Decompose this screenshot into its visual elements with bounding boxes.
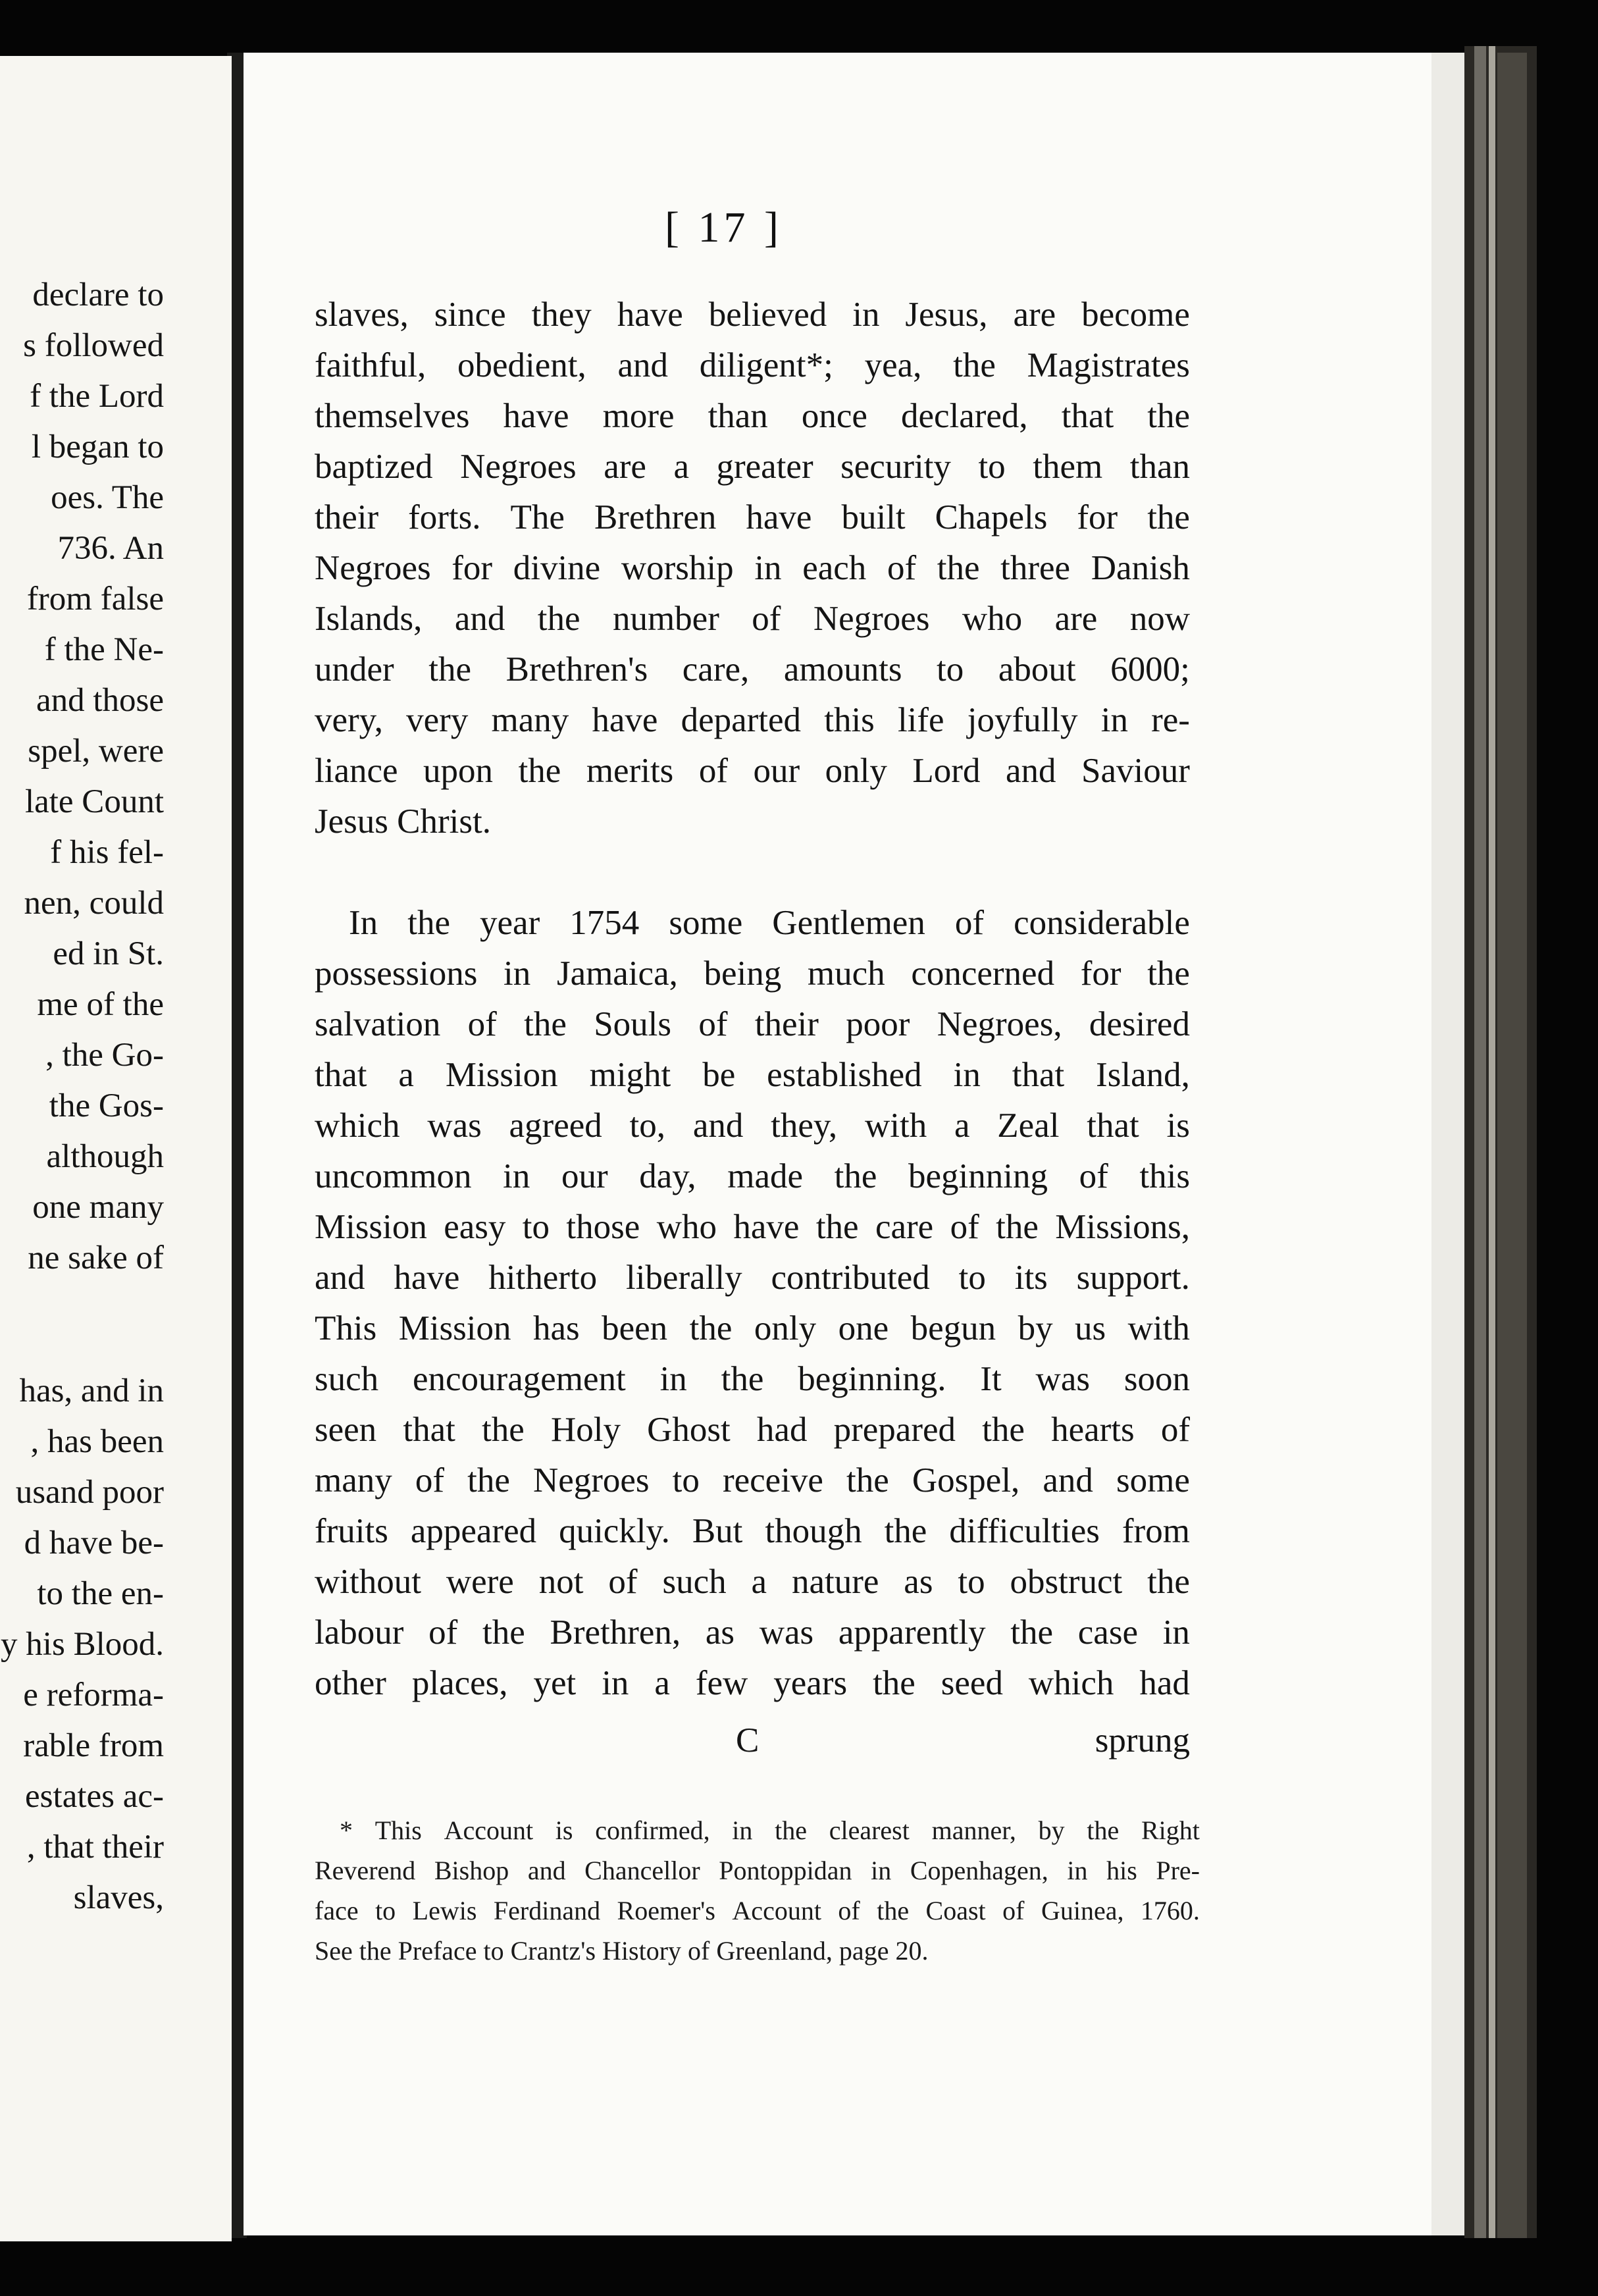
left-page-line: s followed — [23, 327, 164, 364]
body-text — [315, 290, 1190, 1709]
body-line: without were not of such a nature as to obstruct the — [315, 1563, 1190, 1601]
body-line: This Mission has been the only one begun by us with — [315, 1309, 1190, 1347]
left-page-line: , has been — [30, 1423, 164, 1460]
body-line: seen that the Holy Ghost had prepared the hearts of — [315, 1411, 1190, 1449]
left-page-line: 736. An — [57, 530, 164, 567]
left-page-line: y his Blood. — [1, 1626, 164, 1663]
left-page-line: to the en- — [37, 1575, 164, 1612]
left-page-line: declare to — [32, 276, 164, 313]
left-page-line: slaves, — [73, 1879, 164, 1916]
left-page-line: , the Go- — [45, 1037, 164, 1074]
body-line: labour of the Brethren, as was apparently the case in — [315, 1613, 1190, 1652]
left-page-line: e reforma- — [23, 1677, 164, 1713]
left-page-line: d have be- — [24, 1525, 164, 1561]
left-page-line: oes. The — [51, 479, 164, 516]
body-line: slaves, since they have believed in Jesus, are become — [315, 296, 1190, 334]
left-page-text-lower — [1, 1366, 164, 1923]
footnote-line: face to Lewis Ferdinand Roemer's Account of the Coast of Guinea, 1760. — [315, 1896, 1200, 1925]
left-page-line: f the Ne- — [44, 631, 164, 668]
footnote — [315, 1810, 1200, 1971]
footnote-line: See the Preface to Crantz's History of Greenland, page 20. — [315, 1936, 929, 1966]
left-page-text-upper — [23, 270, 164, 1284]
left-page-line: and those — [36, 682, 164, 719]
body-line: possessions in Jamaica, being much concerned for the — [315, 954, 1190, 993]
left-page-line: me of the — [37, 986, 164, 1023]
left-page-line: rable from — [23, 1727, 164, 1764]
left-page-line: the Gos- — [49, 1087, 164, 1124]
body-line: themselves have more than once declared, that the — [315, 397, 1190, 435]
body-line: Jesus Christ. — [315, 802, 491, 841]
left-page-line: has, and in — [19, 1372, 164, 1409]
page-edge-shadow — [1431, 53, 1464, 2235]
body-line: faithful, obedient, and diligent*; yea, the Magistrates — [315, 346, 1190, 384]
body-line: many of the Negroes to receive the Gospel, and some — [315, 1461, 1190, 1500]
left-page-line: spel, were — [28, 733, 164, 770]
catchword: sprung — [1095, 1721, 1190, 1760]
left-page-line: usand poor — [15, 1474, 164, 1511]
left-page-line: although — [46, 1138, 164, 1175]
body-line: and have hitherto liberally contributed to its support. — [315, 1259, 1190, 1297]
body-line: liance upon the merits of our only Lord and Saviour — [315, 752, 1190, 790]
body-line: very, very many have departed this life joyfully in re- — [315, 701, 1190, 739]
left-page-line: from false — [26, 581, 164, 617]
left-page-line: late Count — [24, 783, 164, 820]
left-page-line: l began to — [31, 429, 164, 465]
left-page-line: estates ac- — [25, 1778, 164, 1815]
signature-row — [315, 1715, 1190, 1766]
body-line: In the year 1754 some Gentlemen of considerable — [349, 904, 1190, 942]
signature-mark: C — [736, 1721, 760, 1760]
left-page-line: one many — [32, 1189, 164, 1226]
left-page-line: f his fel- — [50, 834, 164, 871]
body-line: fruits appeared quickly. But though the difficulties from — [315, 1512, 1190, 1550]
body-line: under the Brethren's care, amounts to about 6000; — [315, 650, 1190, 689]
page-number-header: [ 17 ] — [665, 203, 783, 251]
body-line: salvation of the Souls of their poor Negroes, desired — [315, 1005, 1190, 1043]
left-page-line: ed in St. — [53, 935, 164, 972]
left-page-line: nen, could — [24, 885, 164, 922]
footnote-line: Reverend Bishop and Chancellor Pontoppidan in Copenhagen, in his Pre- — [315, 1856, 1200, 1885]
left-page-line: f the Lord — [30, 378, 164, 415]
body-line: their forts. The Brethren have built Chapels for the — [315, 498, 1190, 536]
body-line: Mission easy to those who have the care of the Missions, — [315, 1208, 1190, 1246]
body-line: other places, yet in a few years the seed which had — [315, 1664, 1190, 1702]
body-line: Negroes for divine worship in each of the three Danish — [315, 549, 1190, 587]
paragraph-gap — [315, 847, 1190, 898]
body-line: uncommon in our day, made the beginning of this — [315, 1157, 1190, 1195]
left-page-line: , that their — [26, 1829, 164, 1866]
facing-left-page — [0, 56, 232, 2241]
body-line: Islands, and the number of Negroes who are now — [315, 600, 1190, 638]
left-page-line: ne sake of — [28, 1239, 164, 1276]
body-line: such encouragement in the beginning. It was soon — [315, 1360, 1190, 1398]
footnote-line: * This Account is confirmed, in the clearest manner, by the Right — [340, 1815, 1200, 1845]
body-line: baptized Negroes are a greater security to them than — [315, 448, 1190, 486]
body-line: that a Mission might be established in that Island, — [315, 1056, 1190, 1094]
body-line: which was agreed to, and they, with a Zeal that is — [315, 1107, 1190, 1145]
